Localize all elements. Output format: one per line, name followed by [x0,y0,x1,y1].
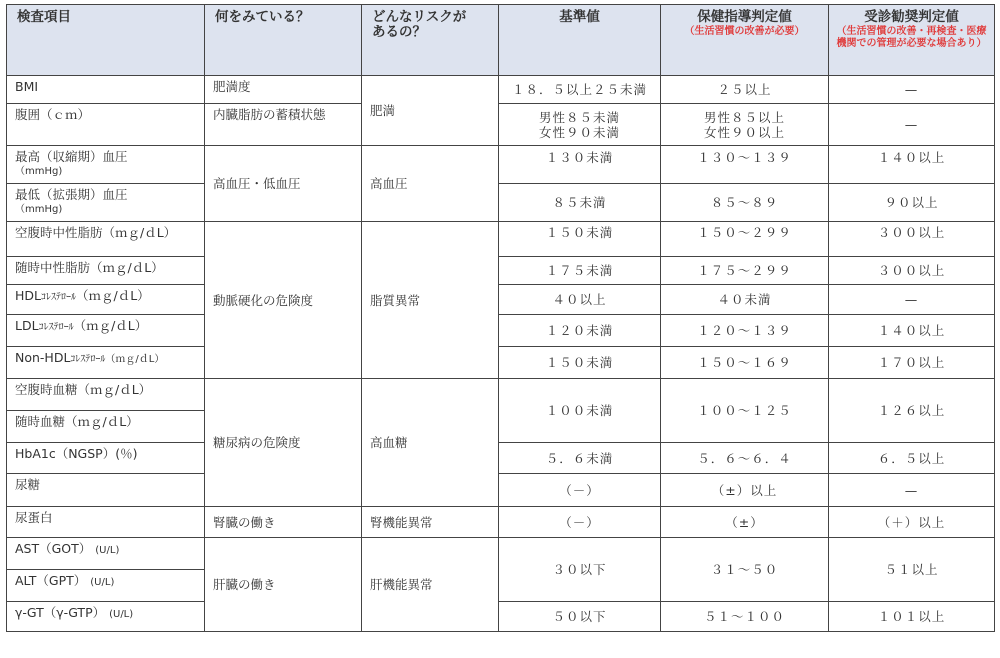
what-liver: 肝臓の働き [205,538,362,632]
table-row [7,104,995,146]
item-nonhdl-main: Non-HDL [15,350,71,365]
std-bmi: １８．５以上２５未満 [499,76,661,104]
consult-glucose: １２６以上 [829,379,995,443]
consult-urine-sugar: — [829,474,995,507]
std-tg-fasting: １５０未満 [499,222,661,257]
header-guidance-title: 保健指導判定値 [697,9,792,25]
table-row [7,76,995,104]
item-urine-protein: 尿蛋白 [7,507,205,538]
item-ldl-small: ｺﾚｽﾃﾛｰﾙ [38,322,74,333]
risk-liver: 肝機能異常 [362,538,499,632]
guide-bmi: ２５以上 [661,76,829,104]
consult-sbp: １４０以上 [829,146,995,184]
table-row [7,184,995,222]
item-tg-fasting: 空腹時中性脂肪（ｍｇ/ｄL） [7,222,205,257]
consult-ldl: １４０以上 [829,315,995,347]
item-alt-unit: (U/L) [90,577,115,588]
guide-sbp: １３０～１３９ [661,146,829,184]
table-row [7,474,995,507]
what-kidney: 腎臓の働き [205,507,362,538]
guide-glucose: １００～１２５ [661,379,829,443]
item-ggt [7,602,205,632]
std-tg-random: １７５未満 [499,257,661,285]
item-ggt-label: γ-GT（γ-GTP） [15,605,106,620]
std-ldl: １２０未満 [499,315,661,347]
risk-hypertension: 高血圧 [362,146,499,222]
item-hdl [7,285,205,315]
risk-obesity: 肥満 [362,76,499,146]
item-ldl [7,315,205,347]
header-risk-line2: あるの？ [372,24,426,40]
item-ldl-unit: （ｍｇ/ｄL） [73,318,148,333]
std-urine-protein: （－） [499,507,661,538]
std-ggt: ５０以下 [499,602,661,632]
consult-ast-alt: ５１以上 [829,538,995,602]
guide-ldl: １２０～１３９ [661,315,829,347]
guide-tg-random: １７５～２９９ [661,257,829,285]
guide-dbp: ８５～８９ [661,184,829,222]
table-row [7,285,995,315]
header-risk [362,5,499,76]
item-sbp-label: 最高（収縮期）血圧 [15,149,128,164]
std-waist-male: 男性８５未満 [538,109,620,125]
item-nonhdl-unit: （ｍｇ/ｄL） [105,354,165,365]
item-alt [7,570,205,602]
item-hdl-unit: （ｍｇ/ｄL） [76,288,150,303]
item-dbp-label: 最低（拡張期）血圧 [15,187,128,202]
table-row [7,257,995,285]
item-hdl-small: ｺﾚｽﾃﾛｰﾙ [41,292,76,303]
table-row [7,443,995,474]
header-row [7,5,995,76]
consult-dbp: ９０以上 [829,184,995,222]
item-waist: 腹囲（ｃｍ） [7,104,205,146]
checkup-criteria-table [6,4,995,632]
what-atherosclerosis: 動脈硬化の危険度 [205,222,362,379]
header-guidance [661,5,829,76]
header-guidance-note: （生活習慣の改善が必要） [684,26,805,37]
consult-tg-random: ３００以上 [829,257,995,285]
header-what: 何をみている？ [205,5,362,76]
item-sbp-unit: （mmHg) [15,166,63,177]
item-sbp [7,146,205,184]
consult-bmi: — [829,76,995,104]
std-sbp: １３０未満 [499,146,661,184]
item-ggt-unit: (U/L) [109,609,134,620]
table-row [7,538,995,570]
table-row [7,602,995,632]
table-row [7,222,995,257]
std-waist [499,104,661,146]
item-dbp [7,184,205,222]
header-consult-title: 受診勧奨判定値 [864,9,959,25]
header-consult-note: （生活習慣の改善・再検査・医療機関での管理が必要な場合あり） [836,26,987,49]
header-risk-line1: どんなリスクが [372,9,467,25]
table-row [7,379,995,411]
header-standard: 基準値 [499,5,661,76]
what-blood-pressure: 高血圧・低血圧 [205,146,362,222]
guide-urine-sugar: （±）以上 [661,474,829,507]
item-bmi: BMI [7,76,205,104]
item-glucose-random: 随時血糖（ｍｇ/ｄL） [7,411,205,443]
std-ast-alt: ３０以下 [499,538,661,602]
what-bmi: 肥満度 [205,76,362,104]
std-waist-female: 女性９０未満 [538,124,620,140]
consult-ggt: １０１以上 [829,602,995,632]
item-ast-label: AST（GOT） [15,541,92,556]
consult-nonhdl: １７０以上 [829,347,995,379]
consult-hba1c: ６．５以上 [829,443,995,474]
std-hba1c: ５．６未満 [499,443,661,474]
std-nonhdl: １５０未満 [499,347,661,379]
table-row [7,315,995,347]
guide-waist-male: 男性８５以上 [703,109,785,125]
item-tg-random: 随時中性脂肪（ｍｇ/ｄL） [7,257,205,285]
risk-hyperglycemia: 高血糖 [362,379,499,507]
consult-hdl: — [829,285,995,315]
table-row [7,146,995,184]
item-nonhdl-small: ｺﾚｽﾃﾛｰﾙ [70,354,106,365]
table-row [7,507,995,538]
guide-nonhdl: １５０～１６９ [661,347,829,379]
consult-waist: — [829,104,995,146]
std-urine-sugar: （－） [499,474,661,507]
item-urine-sugar: 尿糖 [7,474,205,507]
item-nonhdl [7,347,205,379]
guide-tg-fasting: １５０～２９９ [661,222,829,257]
consult-tg-fasting: ３００以上 [829,222,995,257]
header-consult [829,5,995,76]
guide-ast-alt: ３１～５０ [661,538,829,602]
guide-ggt: ５１～１００ [661,602,829,632]
guide-urine-protein: （±） [661,507,829,538]
risk-kidney: 腎機能異常 [362,507,499,538]
item-hba1c: HbA1c（NGSP）(％) [7,443,205,474]
header-item: 検査項目 [7,5,205,76]
item-ast-unit: (U/L) [95,545,120,556]
table-row [7,347,995,379]
what-diabetes: 糖尿病の危険度 [205,379,362,507]
what-waist: 内臓脂肪の蓄積状態 [205,104,362,146]
item-glucose-fasting: 空腹時血糖（ｍｇ/ｄL） [7,379,205,411]
guide-hba1c: ５．６～６．４ [661,443,829,474]
item-ast [7,538,205,570]
guide-waist [661,104,829,146]
item-hdl-main: HDL [15,288,41,303]
item-ldl-main: LDL [15,318,39,333]
item-alt-label: ALT（GPT） [15,573,87,588]
health-checkup-reference-sheet [6,4,995,632]
std-glucose: １００未満 [499,379,661,443]
consult-urine-protein: （＋）以上 [829,507,995,538]
guide-waist-female: 女性９０以上 [703,124,785,140]
std-dbp: ８５未満 [499,184,661,222]
risk-dyslipidemia: 脂質異常 [362,222,499,379]
std-hdl: ４０以上 [499,285,661,315]
item-dbp-unit: （mmHg) [15,204,63,215]
guide-hdl: ４０未満 [661,285,829,315]
